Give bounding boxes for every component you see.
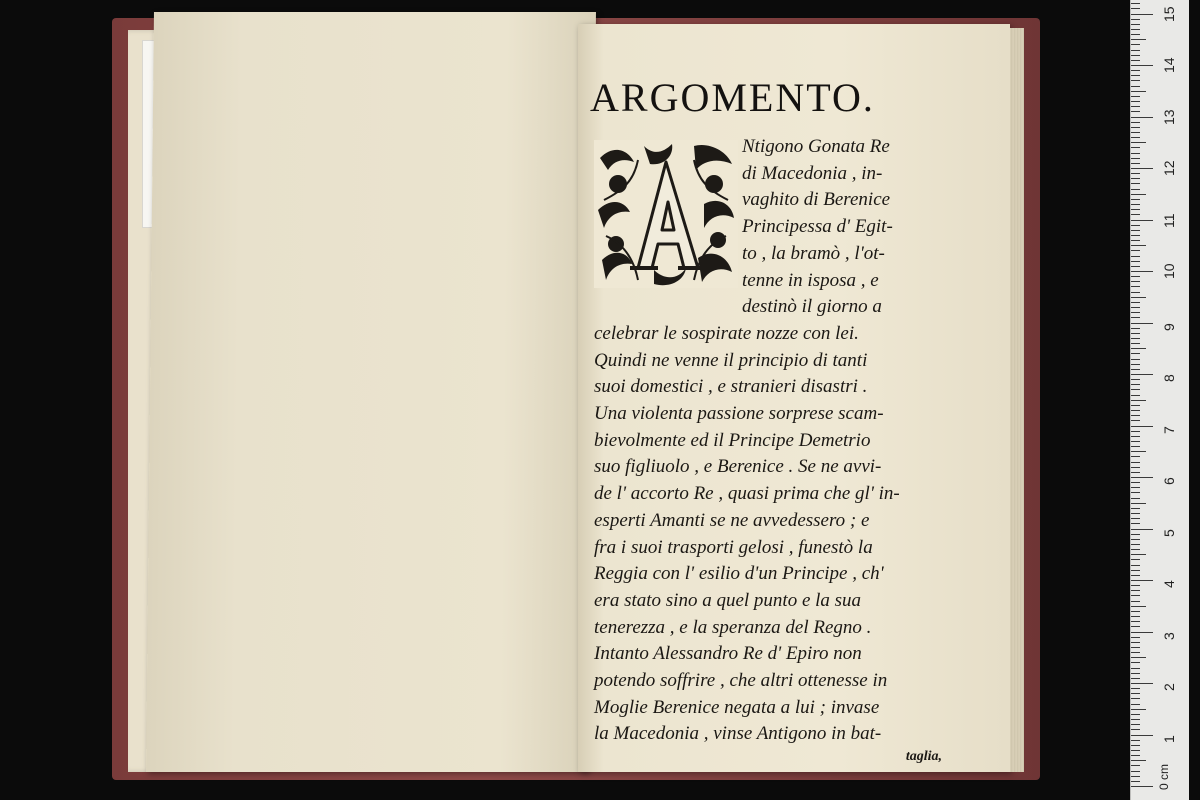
ruler-tick: [1131, 86, 1140, 87]
ruler-number: 11: [1161, 212, 1177, 228]
ruler-tick: [1131, 755, 1140, 756]
ruler-number: 7: [1161, 425, 1177, 434]
ruler-tick: [1131, 137, 1140, 138]
ruler-tick: [1131, 230, 1140, 231]
ruler-tick: [1131, 544, 1140, 545]
ruler-tick: [1131, 29, 1140, 30]
ruler-tick: [1131, 462, 1140, 463]
ruler-tick: [1131, 292, 1140, 293]
ruler-tick: [1131, 642, 1140, 643]
ruler-tick: [1131, 781, 1140, 782]
ruler-tick: [1131, 724, 1140, 725]
ruler-number: 9: [1161, 322, 1177, 331]
text-line: Quindi ne venne il principio di tanti: [594, 349, 868, 371]
ruler-tick: [1131, 65, 1153, 66]
ruler-tick: [1131, 735, 1153, 736]
ruler-tick: [1131, 261, 1140, 262]
ruler-tick: [1131, 503, 1146, 504]
ruler-tick: [1131, 565, 1140, 566]
ruler-tick: [1131, 369, 1140, 370]
ruler-tick: [1131, 240, 1140, 241]
ruler-tick: [1131, 307, 1140, 308]
ruler-tick: [1131, 590, 1140, 591]
ruler-tick: [1131, 673, 1140, 674]
text-line: de l' accorto Re , quasi prima che gl' in-: [594, 483, 900, 505]
ruler-tick: [1131, 487, 1140, 488]
ruler-tick: [1131, 467, 1140, 468]
ruler-number: 15: [1161, 5, 1177, 22]
ruler-tick: [1131, 55, 1140, 56]
ruler-tick: [1131, 204, 1140, 205]
ruler-tick: [1131, 302, 1140, 303]
text-line: era stato sino a quel punto e la sua: [594, 589, 862, 611]
ruler-tick: [1131, 498, 1140, 499]
ruler-tick: [1131, 657, 1146, 658]
ruler-tick: [1131, 127, 1140, 128]
ruler-tick: [1131, 729, 1140, 730]
ruler-tick: [1131, 271, 1153, 272]
ruler-tick: [1131, 688, 1140, 689]
ruler-tick: [1131, 14, 1153, 15]
text-line: di Macedonia , in-: [742, 162, 883, 184]
ruler-tick: [1131, 451, 1146, 452]
text-line: suo figliuolo , e Berenice . Se ne avvi-: [594, 456, 882, 478]
text-line: vaghito di Berenice: [742, 189, 891, 211]
ruler-tick: [1131, 389, 1140, 390]
ruler-tick: [1131, 276, 1140, 277]
ruler-tick: [1131, 3, 1140, 4]
text-line: celebrar le sospirate nozze con lei.: [594, 322, 859, 344]
ruler-tick: [1131, 678, 1140, 679]
ruler-tick: [1131, 601, 1140, 602]
ruler-tick: [1131, 317, 1140, 318]
ruler-tick: [1131, 637, 1140, 638]
ruler-tick: [1131, 750, 1140, 751]
ruler-tick: [1131, 60, 1140, 61]
ruler-tick: [1131, 400, 1146, 401]
ruler-tick: [1131, 740, 1140, 741]
ruler-tick: [1131, 616, 1140, 617]
ruler-tick: [1131, 333, 1140, 334]
ruler-tick: [1131, 668, 1140, 669]
ruler-number: 3: [1161, 631, 1177, 640]
ruler-tick: [1131, 456, 1140, 457]
ruler-tick: [1131, 80, 1140, 81]
ruler-tick: [1131, 75, 1140, 76]
ruler-tick: [1131, 256, 1140, 257]
measurement-ruler: [1130, 0, 1189, 800]
ruler-tick: [1131, 281, 1140, 282]
ruler-tick: [1131, 323, 1153, 324]
ruler-tick: [1131, 50, 1140, 51]
ruler-number: 8: [1161, 374, 1177, 382]
ruler-tick: [1131, 436, 1140, 437]
ruler-number: 1: [1161, 734, 1177, 743]
ruler-tick: [1131, 106, 1140, 107]
text-line: Ntigono Gonata Re: [742, 136, 890, 157]
ruler-number: 2: [1161, 683, 1177, 691]
ruler-tick: [1131, 554, 1146, 555]
text-line: bievolmente ed il Principe Demetrio: [594, 429, 871, 451]
ruler-tick: [1131, 410, 1140, 411]
ruler-tick: [1131, 19, 1140, 20]
ruler-tick: [1131, 209, 1140, 210]
ruler-tick: [1131, 698, 1140, 699]
ruler-number: 10: [1161, 263, 1177, 279]
text-line: Reggia con l' esilio d'un Principe , ch': [594, 563, 884, 585]
ruler-tick: [1131, 559, 1140, 560]
ruler-tick: [1131, 266, 1140, 267]
text-line: Intanto Alessandro Re d' Epiro non: [594, 643, 862, 665]
ruler-tick: [1131, 225, 1140, 226]
text-line: potendo soffrire , che altri ottenesse in: [594, 670, 888, 692]
ruler-tick: [1131, 297, 1146, 298]
ruler-tick: [1131, 719, 1140, 720]
ruler-tick: [1131, 446, 1140, 447]
ruler-tick: [1131, 122, 1140, 123]
ruler-tick: [1131, 96, 1140, 97]
ruler-tick: [1131, 611, 1140, 612]
ruler-tick: [1131, 575, 1140, 576]
ruler-tick: [1131, 178, 1140, 179]
text-line: fra i suoi trasporti gelosi , funestò la: [594, 536, 873, 558]
ruler-tick: [1131, 364, 1140, 365]
ruler-tick: [1131, 420, 1140, 421]
ruler-tick: [1131, 693, 1140, 694]
ruler-tick: [1131, 477, 1153, 478]
text-line: la Macedonia , vinse Antigono in bat-: [594, 723, 882, 745]
ruler-tick: [1131, 142, 1146, 143]
ruler-number: 14: [1161, 57, 1177, 73]
ruler-tick: [1131, 312, 1140, 313]
ruler-number: 4: [1161, 580, 1177, 588]
ruler-tick: [1131, 652, 1140, 653]
text-line: Principessa d' Egit-: [742, 216, 893, 238]
ruler-tick: [1131, 199, 1140, 200]
text-line: to , la bramò , l'ot-: [742, 242, 885, 264]
ruler-tick: [1131, 220, 1153, 221]
ruler-tick: [1131, 405, 1140, 406]
ruler-tick: [1131, 189, 1140, 190]
argument-text: [594, 134, 962, 771]
catchword: taglia,: [905, 749, 942, 765]
text-line: Una violenta passione sorprese scam-: [594, 403, 884, 425]
text-line: esperti Amanti se ne avvedessero ; e: [594, 509, 870, 531]
ruler-tick: [1131, 343, 1140, 344]
ruler-tick: [1131, 111, 1140, 112]
ruler-tick: [1131, 431, 1140, 432]
ruler-tick: [1131, 132, 1140, 133]
ruler-tick: [1131, 760, 1146, 761]
ruler-tick: [1131, 395, 1140, 396]
ruler-tick: [1131, 328, 1140, 329]
ruler-tick: [1131, 683, 1153, 684]
ruler-tick: [1131, 626, 1140, 627]
ruler-tick: [1131, 441, 1140, 442]
ruler-tick: [1131, 513, 1140, 514]
text-line: suoi domestici , e stranieri disastri .: [594, 376, 868, 398]
ruler-tick: [1131, 632, 1153, 633]
ruler-tick: [1131, 70, 1140, 71]
ruler-tick: [1131, 704, 1140, 705]
ruler-tick: [1131, 245, 1146, 246]
ruler-number: 6: [1161, 477, 1177, 485]
ruler-tick: [1131, 34, 1140, 35]
ruler-tick: [1131, 250, 1140, 251]
ruler-number: 5: [1161, 528, 1177, 537]
ruler-tick: [1131, 286, 1140, 287]
ruler-unit-label: 0 cm: [1157, 763, 1171, 790]
ruler-tick: [1131, 379, 1140, 380]
ruler-tick: [1131, 745, 1140, 746]
ruler-number: 12: [1161, 160, 1177, 176]
ruler-tick: [1131, 168, 1153, 169]
ruler-tick: [1131, 359, 1140, 360]
ruler-tick: [1131, 163, 1140, 164]
ruler-tick: [1131, 426, 1153, 427]
ruler-tick: [1131, 595, 1140, 596]
ruler-tick: [1131, 147, 1140, 148]
page-edges: [1010, 28, 1024, 772]
text-line: destinò il giorno a: [742, 296, 882, 318]
ruler-tick: [1131, 709, 1146, 710]
ruler-tick: [1131, 647, 1140, 648]
ruler-tick: [1131, 44, 1140, 45]
ruler-tick: [1131, 8, 1140, 9]
ruler-tick: [1131, 39, 1146, 40]
ruler-tick: [1131, 765, 1140, 766]
ruler-tick: [1131, 101, 1140, 102]
ruler-tick: [1131, 415, 1140, 416]
ruler-tick: [1131, 662, 1140, 663]
ruler-tick: [1131, 91, 1146, 92]
ruler-tick: [1131, 482, 1140, 483]
ruler-tick: [1131, 539, 1140, 540]
ruler-tick: [1131, 585, 1140, 586]
ruler-tick: [1131, 776, 1140, 777]
ruler-tick: [1131, 117, 1153, 118]
ruler-tick: [1131, 374, 1153, 375]
ruler-tick: [1131, 384, 1140, 385]
text-line: Moglie Berenice negata a lui ; invase: [594, 696, 880, 718]
ruler-tick: [1131, 492, 1140, 493]
ruler-tick: [1131, 214, 1140, 215]
ruler-tick: [1131, 194, 1146, 195]
ruler-tick: [1131, 580, 1153, 581]
ruler-number: 13: [1161, 108, 1177, 125]
ruler-tick: [1131, 534, 1140, 535]
ruler-tick: [1131, 235, 1140, 236]
page-heading: ARGOMENTO.: [590, 75, 875, 120]
ruler-tick: [1131, 529, 1153, 530]
ruler-tick: [1131, 472, 1140, 473]
ruler-tick: [1131, 549, 1140, 550]
ruler-tick: [1131, 24, 1140, 25]
ruler-tick: [1131, 714, 1140, 715]
left-page-blank: [146, 12, 596, 772]
ruler-tick: [1131, 153, 1140, 154]
ruler-tick: [1131, 508, 1140, 509]
ruler-tick: [1131, 158, 1140, 159]
ruler-tick: [1131, 183, 1140, 184]
ruler-tick: [1131, 518, 1140, 519]
ruler-tick: [1131, 338, 1140, 339]
text-line: tenne in isposa , e: [742, 269, 879, 291]
ruler-tick: [1131, 348, 1146, 349]
ruler-tick: [1131, 771, 1140, 772]
ruler-tick: [1131, 353, 1140, 354]
ruler-tick: [1131, 786, 1153, 787]
ruler-tick: [1131, 523, 1140, 524]
ruler-tick: [1131, 606, 1146, 607]
ruler-tick: [1131, 570, 1140, 571]
ruler-tick: [1131, 621, 1140, 622]
ruler-tick: [1131, 173, 1140, 174]
text-line: tenerezza , e la speranza del Regno .: [594, 616, 872, 638]
